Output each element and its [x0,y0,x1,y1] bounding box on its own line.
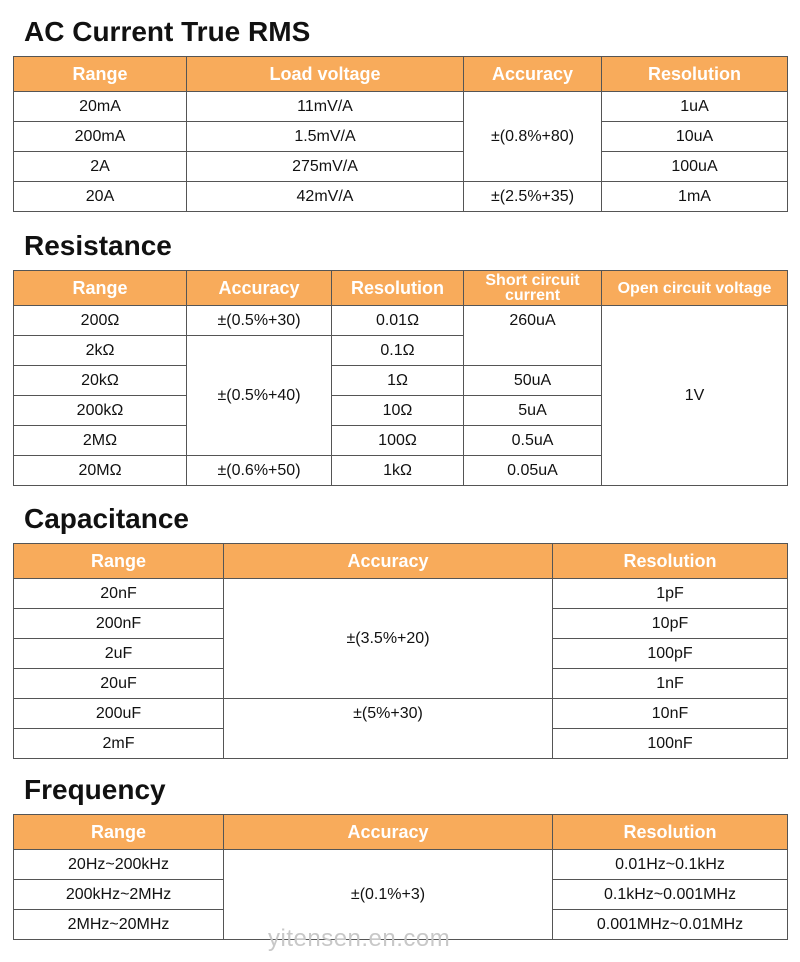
table-cell-resolution: 0.001MHz~0.01MHz [553,910,788,940]
table-cell-accuracy: ±(0.5%+40) [187,336,332,456]
header-resolution: Resolution [332,271,464,306]
table-cell-short-current: 50uA [464,366,602,396]
table-cell-resolution: 0.01Hz~0.1kHz [553,850,788,880]
table-cell-resolution: 0.1Ω [332,336,464,366]
header-load-voltage: Load voltage [187,57,464,92]
frequency-title: Frequency [24,774,166,805]
table-cell-resolution: 0.1kHz~0.001MHz [553,880,788,910]
header-accuracy: Accuracy [224,544,553,579]
table-cell-accuracy: ±(5%+30) [224,699,553,759]
table-cell-accuracy: ±(0.1%+3) [224,850,553,940]
header-range: Range [14,271,187,306]
table-cell-range: 2MΩ [14,426,187,456]
table-cell-range: 20mA [14,92,187,122]
table-cell-short-current: 0.5uA [464,426,602,456]
header-resolution: Resolution [602,57,788,92]
table-cell-range: 200kHz~2MHz [14,880,224,910]
table-cell-resolution: 100pF [553,639,788,669]
table-cell-range: 2MHz~20MHz [14,910,224,940]
table-cell-resolution: 1Ω [332,366,464,396]
table-cell-range: 2A [14,152,187,182]
table-cell-range: 20uF [14,669,224,699]
table-cell-short-current: 0.05uA [464,456,602,486]
table-cell-resolution: 100uA [602,152,788,182]
table-cell-resolution: 1pF [553,579,788,609]
table-cell-load-voltage: 11mV/A [187,92,464,122]
header-accuracy: Accuracy [464,57,602,92]
table-cell-range: 20Hz~200kHz [14,850,224,880]
table-cell-accuracy: ±(2.5%+35) [464,182,602,212]
header-range: Range [14,815,224,850]
table-cell-range: 200Ω [14,306,187,336]
table-cell-resolution: 100nF [553,729,788,759]
table-cell-resolution: 1mA [602,182,788,212]
resistance-table [13,270,788,486]
table-cell-resolution: 1uA [602,92,788,122]
table-cell-open-voltage: 1V [602,306,788,486]
table-cell-range: 20MΩ [14,456,187,486]
frequency-table [13,814,788,940]
ac-current-title: AC Current True RMS [24,16,311,47]
header-accuracy: Accuracy [224,815,553,850]
table-cell-accuracy: ±(0.6%+50) [187,456,332,486]
table-cell-short-current: 5uA [464,396,602,426]
table-cell-accuracy: ±(0.5%+30) [187,306,332,336]
table-cell-resolution: 10Ω [332,396,464,426]
table-cell-resolution: 1kΩ [332,456,464,486]
table-cell-range: 20A [14,182,187,212]
watermark: yitensen.en.com [268,925,451,952]
capacitance-title: Capacitance [24,503,189,534]
table-cell-load-voltage: 275mV/A [187,152,464,182]
table-cell-resolution: 0.01Ω [332,306,464,336]
table-cell-range: 20kΩ [14,366,187,396]
resistance-title: Resistance [24,230,172,261]
table-cell-accuracy: ±(0.8%+80) [464,92,602,182]
table-cell-range: 200nF [14,609,224,639]
ac-current-table [13,56,788,212]
table-cell-resolution: 1nF [553,669,788,699]
table-cell-short-current: 260uA [464,306,602,366]
table-cell-range: 200uF [14,699,224,729]
table-cell-accuracy: ±(3.5%+20) [224,579,553,699]
table-cell-load-voltage: 1.5mV/A [187,122,464,152]
table-cell-resolution: 10uA [602,122,788,152]
table-cell-load-voltage: 42mV/A [187,182,464,212]
header-short-circuit-current: Short circuit current [464,271,602,306]
header-open-circuit-voltage: Open circuit voltage [602,271,788,306]
table-cell-range: 2uF [14,639,224,669]
table-cell-resolution: 10nF [553,699,788,729]
table-cell-resolution: 10pF [553,609,788,639]
table-cell-range: 2mF [14,729,224,759]
header-range: Range [14,57,187,92]
header-resolution: Resolution [553,544,788,579]
table-cell-range: 20nF [14,579,224,609]
header-accuracy: Accuracy [187,271,332,306]
table-cell-resolution: 100Ω [332,426,464,456]
table-cell-range: 200mA [14,122,187,152]
header-resolution: Resolution [553,815,788,850]
capacitance-table [13,543,788,759]
table-cell-range: 200kΩ [14,396,187,426]
header-range: Range [14,544,224,579]
table-cell-range: 2kΩ [14,336,187,366]
